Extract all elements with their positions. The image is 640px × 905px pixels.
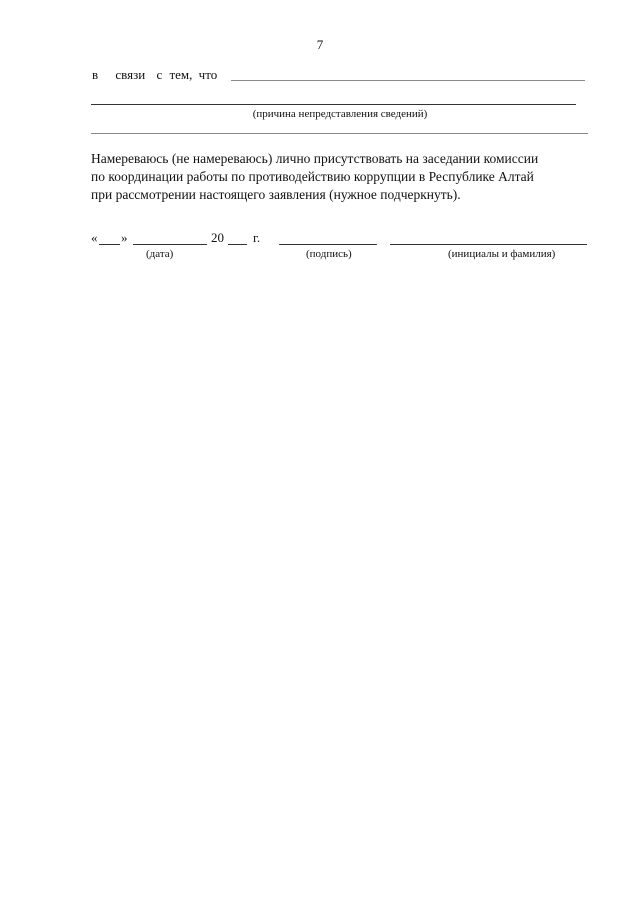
reason-word-5: что [198,67,218,82]
reason-word-2: связи [115,67,146,82]
paragraph-line-2: по координации работы по противодействию коррупции в Республике Алтай [91,169,534,184]
year-blank [228,244,247,245]
reason-blank-line-2 [91,104,576,105]
reason-word-3: с [156,67,163,82]
reason-intro [92,67,217,83]
reason-word-4: тем, [169,67,193,82]
paragraph-line-1: Намереваюсь (не намереваюсь) лично присутствовать на заседании комиссии [91,151,539,166]
reason-caption: (причина непредставления сведений) [252,108,428,120]
reason-blank-line-1 [231,80,585,81]
date-caption: (дата) [146,248,174,260]
reason-blank-line-3 [91,133,588,134]
attendance-paragraph [91,150,538,204]
signature-caption: (подпись) [306,248,352,260]
month-blank [133,244,207,245]
name-caption: (инициалы и фамилия) [448,248,556,260]
paragraph-line-3: при рассмотрении настоящего заявления (нужное подчеркнуть). [91,187,461,202]
year-prefix: 20 [211,230,224,245]
close-quote: » [121,230,128,245]
year-suffix: г. [253,230,261,245]
name-blank [390,244,587,245]
open-quote: « [91,230,98,245]
day-blank [99,244,120,245]
reason-word-1: в [92,67,99,82]
signature-blank [279,244,377,245]
page-number: 7 [316,37,324,52]
